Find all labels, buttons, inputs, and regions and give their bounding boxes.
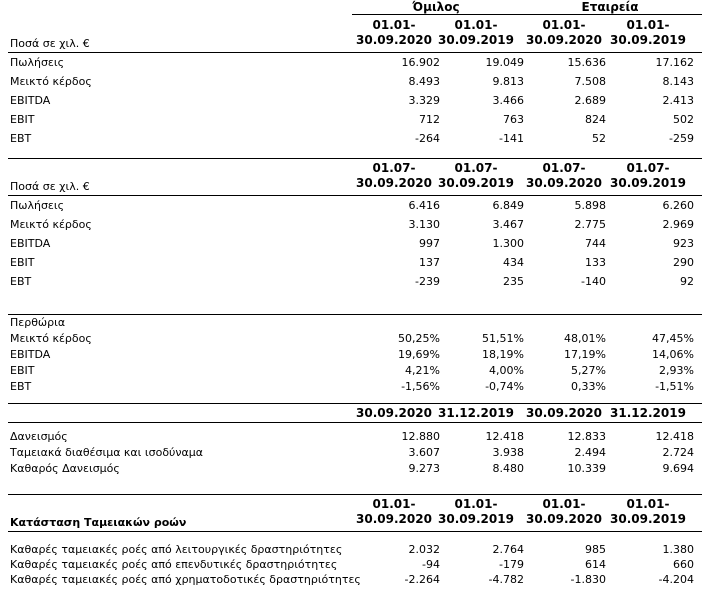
column-header-line: 30.09.2019 <box>610 512 686 526</box>
cell-value: 52 <box>592 132 606 145</box>
row-label: EBITDA <box>10 348 51 361</box>
margins-title <box>8 315 702 331</box>
row-label: EBITDA <box>10 94 51 107</box>
table-unit-label: Ποσά σε χιλ. € <box>10 37 90 50</box>
column-header-line: 01.01- <box>372 497 416 511</box>
cell-value: 5,27% <box>571 364 606 377</box>
table-row <box>8 72 702 91</box>
column-header-line: 30.09.2019 <box>610 33 686 47</box>
table-row <box>8 272 702 291</box>
cell-value: 19,69% <box>398 348 440 361</box>
cell-value: 2.689 <box>574 94 606 107</box>
cell-value: 137 <box>419 256 440 269</box>
header-rule <box>8 422 702 423</box>
table-row <box>8 542 702 557</box>
row-label: Δανεισμός <box>10 430 68 443</box>
table-row <box>8 557 702 572</box>
cell-value: 712 <box>419 113 440 126</box>
column-header <box>352 18 436 48</box>
cell-value: 10.339 <box>567 462 606 475</box>
column-header-line: 30.09.2020 <box>356 176 432 190</box>
cell-value: 17,19% <box>564 348 606 361</box>
column-header <box>434 18 518 48</box>
column-header-line: 30.09.2020 <box>356 512 432 526</box>
cell-value: 3.607 <box>408 446 440 459</box>
cell-value: 3.938 <box>492 446 524 459</box>
table-row <box>8 379 702 395</box>
cell-value: 1.380 <box>662 543 694 556</box>
table-margins <box>8 314 702 395</box>
cell-value: -179 <box>499 558 524 571</box>
table-row <box>8 445 702 461</box>
row-label: Ταμειακά διαθέσιμα και ισοδύναμα <box>10 446 204 459</box>
cell-value: 12.418 <box>655 430 694 443</box>
cell-value: -141 <box>499 132 524 145</box>
cell-value: 824 <box>585 113 606 126</box>
cell-value: 923 <box>673 237 694 250</box>
cell-value: 2.494 <box>574 446 606 459</box>
cell-value: 19.049 <box>485 56 524 69</box>
column-header-line: 30.09.2019 <box>610 176 686 190</box>
table-header <box>8 16 702 52</box>
cell-value: -4.782 <box>488 573 524 586</box>
row-label: Καθαρές ταμειακές ροές από επενδυτικές δραστηριότητες <box>10 558 338 571</box>
cell-value: 3.130 <box>408 218 440 231</box>
table-cash-flows <box>8 494 702 587</box>
cell-value: 5.898 <box>574 199 606 212</box>
row-label: EBT <box>10 132 32 145</box>
cell-value: 2.413 <box>662 94 694 107</box>
cell-value: 763 <box>503 113 524 126</box>
row-label: EBIT <box>10 364 35 377</box>
cell-value: 502 <box>673 113 694 126</box>
cell-value: -1,51% <box>655 380 694 393</box>
cell-value: 92 <box>680 275 694 288</box>
column-header-line: 30.09.2020 <box>526 176 602 190</box>
cell-value: 3.329 <box>408 94 440 107</box>
cell-value: 50,25% <box>398 332 440 345</box>
table-debt <box>8 403 702 477</box>
row-label: EBIT <box>10 256 35 269</box>
cell-value: 47,45% <box>652 332 694 345</box>
row-label: Καθαρός Δανεισμός <box>10 462 120 475</box>
cell-value: 1.300 <box>492 237 524 250</box>
column-header: 30.09.2020 <box>356 406 432 420</box>
company-header: Εταιρεία <box>581 0 639 14</box>
cell-value: -239 <box>415 275 440 288</box>
table-row <box>8 110 702 129</box>
cell-value: 3.467 <box>492 218 524 231</box>
cell-value: 4,21% <box>405 364 440 377</box>
column-header-line: 01.01- <box>454 18 498 32</box>
table-row <box>8 429 702 445</box>
column-header-line: 01.07- <box>626 161 670 175</box>
column-header-line: 30.09.2019 <box>438 176 514 190</box>
cell-value: 3.466 <box>492 94 524 107</box>
column-header <box>606 18 690 48</box>
cell-value: 8.493 <box>408 75 440 88</box>
table-row <box>8 91 702 110</box>
table-header <box>8 495 702 531</box>
cell-value: 997 <box>419 237 440 250</box>
cell-value: 0,33% <box>571 380 606 393</box>
cell-value: -94 <box>422 558 440 571</box>
column-header <box>352 497 436 527</box>
column-header-line: 01.01- <box>454 497 498 511</box>
row-label: Πωλήσεις <box>10 199 65 212</box>
cell-value: -259 <box>669 132 694 145</box>
column-header-line: 30.09.2020 <box>526 512 602 526</box>
table-header <box>8 404 702 422</box>
cell-value: -264 <box>415 132 440 145</box>
row-label: EBIT <box>10 113 35 126</box>
cell-value: 4,00% <box>489 364 524 377</box>
column-header-line: 30.09.2020 <box>356 33 432 47</box>
table-row <box>8 572 702 587</box>
table-row <box>8 347 702 363</box>
row-label: Πωλήσεις <box>10 56 65 69</box>
table-row <box>8 461 702 477</box>
row-label: Μεικτό κέρδος <box>10 75 92 88</box>
row-label: EBITDA <box>10 237 51 250</box>
table-quarter-results <box>8 158 702 291</box>
column-header <box>434 497 518 527</box>
cell-value: 12.418 <box>485 430 524 443</box>
column-header-line: 01.01- <box>372 18 416 32</box>
column-header: 30.09.2020 <box>526 406 602 420</box>
table-row <box>8 331 702 347</box>
cell-value: 14,06% <box>652 348 694 361</box>
table-unit-label: Κατάσταση Ταμειακών ροών <box>10 516 187 529</box>
cell-value: 7.508 <box>574 75 606 88</box>
cell-value: 16.902 <box>401 56 440 69</box>
column-header <box>606 497 690 527</box>
table-row <box>8 234 702 253</box>
cell-value: 985 <box>585 543 606 556</box>
row-label: Καθαρές ταμειακές ροές από λειτουργικές δραστηριότητες <box>10 543 343 556</box>
header-rule <box>8 531 702 532</box>
cell-value: 2.724 <box>662 446 694 459</box>
cell-value: 48,01% <box>564 332 606 345</box>
table-row <box>8 196 702 215</box>
cell-value: 290 <box>673 256 694 269</box>
cell-value: 2.764 <box>492 543 524 556</box>
cell-value: 614 <box>585 558 606 571</box>
column-header-line: 30.09.2019 <box>438 33 514 47</box>
table-row <box>8 253 702 272</box>
cell-value: 9.813 <box>492 75 524 88</box>
row-label: Μεικτό κέρδος <box>10 332 92 345</box>
cell-value: 18,19% <box>482 348 524 361</box>
cell-value: 235 <box>503 275 524 288</box>
cell-value: 434 <box>503 256 524 269</box>
column-header <box>522 497 606 527</box>
cell-value: -1.830 <box>570 573 606 586</box>
cell-value: 744 <box>585 237 606 250</box>
column-header-line: 01.07- <box>372 161 416 175</box>
row-label: Μεικτό κέρδος <box>10 218 92 231</box>
cell-value: -2.264 <box>404 573 440 586</box>
cell-value: 2.032 <box>408 543 440 556</box>
cell-value: 9.694 <box>662 462 694 475</box>
margins-title-label: Περθώρια <box>10 316 66 329</box>
table-row <box>8 215 702 234</box>
column-header <box>606 161 690 191</box>
table-row <box>8 363 702 379</box>
cell-value: 17.162 <box>655 56 694 69</box>
table-header <box>8 159 702 195</box>
column-header-line: 30.09.2020 <box>526 33 602 47</box>
column-header: 31.12.2019 <box>610 406 686 420</box>
column-header-line: 01.07- <box>542 161 586 175</box>
column-header <box>522 161 606 191</box>
table-row <box>8 53 702 72</box>
row-label: EBT <box>10 380 32 393</box>
cell-value: 15.636 <box>567 56 606 69</box>
table-row <box>8 129 702 148</box>
row-label: EBT <box>10 275 32 288</box>
row-label: Καθαρές ταμειακές ροές από χρηματοδοτικές δραστηριότητες <box>10 573 361 586</box>
table-unit-label: Ποσά σε χιλ. € <box>10 180 90 193</box>
column-header-line: 30.09.2019 <box>438 512 514 526</box>
group-header: Όμιλος <box>412 0 460 14</box>
column-header-line: 01.01- <box>626 18 670 32</box>
cell-value: 12.880 <box>401 430 440 443</box>
column-header-line: 01.01- <box>626 497 670 511</box>
table-annual-results <box>8 16 702 148</box>
cell-value: -0,74% <box>485 380 524 393</box>
cell-value: 9.273 <box>408 462 440 475</box>
column-header <box>434 161 518 191</box>
cell-value: 2.969 <box>662 218 694 231</box>
column-header-line: 01.01- <box>542 497 586 511</box>
cell-value: -140 <box>581 275 606 288</box>
cell-value: 8.143 <box>662 75 694 88</box>
column-header-line: 01.01- <box>542 18 586 32</box>
column-header <box>522 18 606 48</box>
column-header: 31.12.2019 <box>438 406 514 420</box>
cell-value: 8.480 <box>492 462 524 475</box>
cell-value: 51,51% <box>482 332 524 345</box>
cell-value: 2,93% <box>659 364 694 377</box>
cell-value: 660 <box>673 558 694 571</box>
cell-value: -4.204 <box>658 573 694 586</box>
cell-value: 12.833 <box>567 430 606 443</box>
cell-value: 2.775 <box>574 218 606 231</box>
cell-value: -1,56% <box>401 380 440 393</box>
column-header <box>352 161 436 191</box>
cell-value: 6.416 <box>408 199 440 212</box>
cell-value: 133 <box>585 256 606 269</box>
cell-value: 6.849 <box>492 199 524 212</box>
column-header-line: 01.07- <box>454 161 498 175</box>
cell-value: 6.260 <box>662 199 694 212</box>
